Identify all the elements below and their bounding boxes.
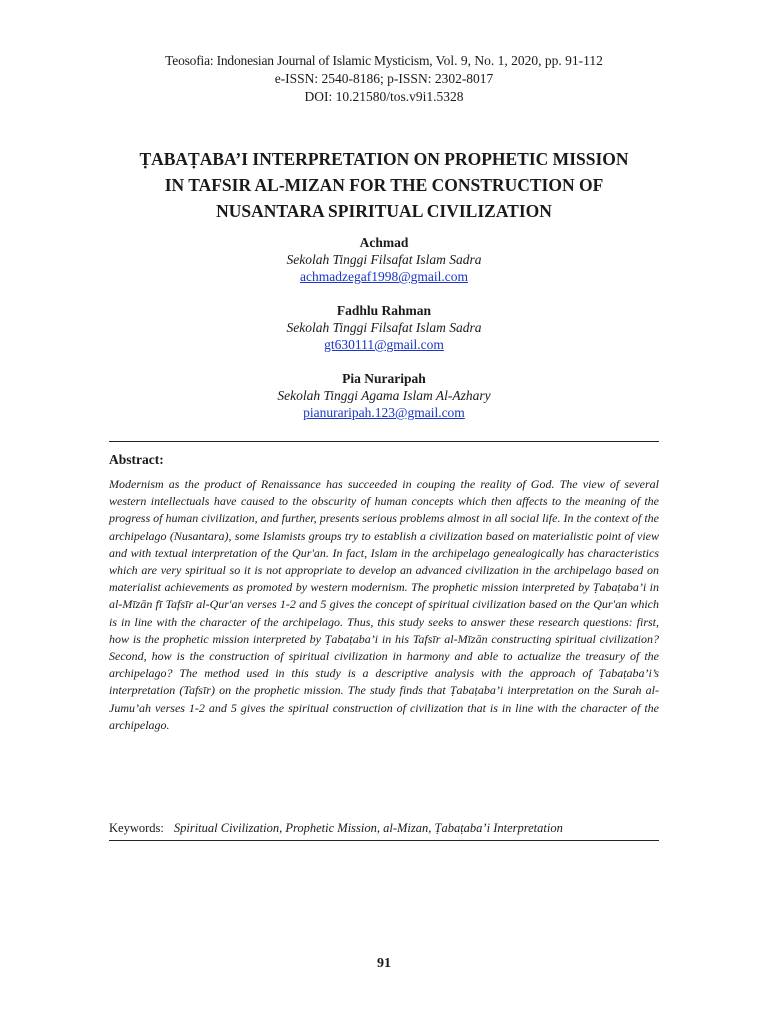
title-line: ṬABAṬABA’I INTERPRETATION ON PROPHETIC MISSION [139, 149, 629, 169]
author-affiliation: Sekolah Tinggi Filsafat Islam Sadra [286, 252, 482, 267]
author-email-link[interactable]: achmadzegaf1998@gmail.com [300, 269, 468, 284]
author-name: Pia Nuraripah [342, 371, 426, 386]
author-name: Fadhlu Rahman [336, 303, 432, 318]
author-email-link[interactable]: pianuraripah.123@gmail.com [303, 405, 465, 420]
journal-citation-line [0, 52, 768, 70]
abstract-body: Modernism as the product of Renaissance has succeeded in couping the reality of God. The view of several western intellectuals have caused to the obscurity of human concepts which then affects to the meaning of the progress of human civilization, and further, presents serious problems almost in all social life. In the context of the archipelago (Nusantara), some Islamists groups try to establish a civilization based on materialistic point of view and with textual interpretation of the Qur'an. In fact, Islam in the archipelago genealogically has characteristics which are very spiritual so it is not appropriate to develop an advanced civilization in the archipelago based on materialist achievements as promoted by western modernism. The prophetic mission interpreted by Ṭabaṭaba’i in al-Mīzān fī Tafsīr al-Qur'an verses 1-2 and 5 gives the concept of spiritual civilization based on the Qur'an which is in line with the character of the archipelago. Thus, this study seeks to answer these research questions: first, how is the prophetic mission interpreted by Ṭabaṭaba’i in his Tafsīr al-Mīzān constructing spiritual civilization? Second, how is the construction of spiritual civilization in harmony and able to actualize the treasury of the archipelago? The method used in this study is a descriptive analysis with the approach of Ṭabaṭaba’i’s interpretation (Tafsīr) on the prophetic mission. The study finds that Ṭabaṭaba’i interpretation on the Surah al-Jumu’ah verses 1-2 and 5 gives the spiritual construction of civilization that is in line with the character of the archipelago. [109, 477, 659, 732]
journal-name: Teosofia: Indonesian Journal of Islamic Mysticism, [165, 53, 433, 68]
author-list [0, 234, 768, 438]
doi-line: DOI: 10.21580/tos.v9i1.5328 [304, 89, 464, 104]
title-line: NUSANTARA SPIRITUAL CIVILIZATION [216, 201, 552, 221]
keywords-text: Spiritual Civilization, Prophetic Mission, al-Mizan, Ṭabaṭaba’i Interpretation [173, 821, 563, 835]
author-email-link[interactable]: gt630111@gmail.com [324, 337, 444, 352]
author-name: Achmad [359, 235, 409, 250]
title-line: IN TAFSIR AL-MIZAN FOR THE CONSTRUCTION OF [164, 175, 604, 195]
keywords-label: Keywords: [109, 821, 164, 835]
journal-header [0, 52, 768, 106]
divider-bottom [109, 840, 659, 841]
author-affiliation: Sekolah Tinggi Agama Islam Al-Azhary [277, 388, 491, 403]
author-block [0, 234, 768, 285]
author-affiliation: Sekolah Tinggi Filsafat Islam Sadra [286, 320, 482, 335]
abstract-heading: Abstract: [109, 452, 164, 467]
page-number: 91 [377, 956, 391, 971]
keywords-line [109, 821, 669, 836]
paper-title [40, 146, 728, 224]
divider-top [109, 441, 659, 442]
author-block [0, 370, 768, 421]
volume-info: Vol. 9, No. 1, 2020, pp. 91-112 [432, 53, 603, 68]
issn-line: e-ISSN: 2540-8186; p-ISSN: 2302-8017 [274, 71, 494, 86]
author-block [0, 302, 768, 353]
